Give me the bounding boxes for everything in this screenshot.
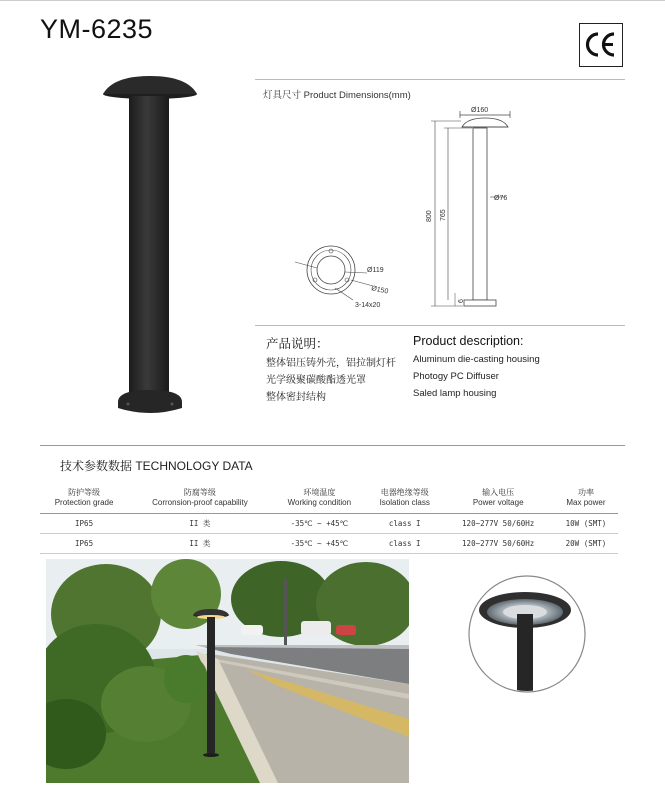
description-en-item: Aluminum die-casting housing (413, 354, 540, 365)
description-en-item: Photogy PC Diffuser (413, 371, 499, 382)
spec-table (40, 486, 618, 554)
lamp-detail-image (467, 574, 587, 694)
description-cn-item: 整体密封结构 (266, 392, 326, 403)
description-cn-title: 产品说明： (266, 337, 329, 351)
tech-divider (40, 445, 625, 446)
table-cell: class I (367, 534, 442, 554)
screw-spec-label: 3-14x20 (355, 302, 381, 309)
table-cell: 20W (SMT) (554, 534, 618, 554)
spec-header-row (40, 486, 618, 514)
base-view-drawing (295, 240, 405, 312)
tech-title: 技术参数数据 TECHNOLOGY DATA (60, 459, 253, 473)
description-cn-item: 整体铝压铸外壳，铝拉制灯杆 (266, 358, 396, 369)
table-row (40, 534, 618, 554)
table-cell: 10W (SMT) (554, 514, 618, 534)
pole-height-label: 765 (440, 209, 447, 221)
pole-diameter-label: Ø76 (494, 195, 508, 202)
table-cell: IP65 (40, 514, 128, 534)
top-border (0, 0, 665, 1)
dimensions-divider (255, 79, 625, 80)
table-cell: II 类 (128, 534, 272, 554)
spec-header: 功率 Max power (554, 486, 618, 514)
table-cell: class I (367, 514, 442, 534)
table-cell: 120~277V 50/60Hz (442, 514, 553, 534)
dimensions-title: 灯具尺寸 Product Dimensions(mm) (263, 90, 411, 101)
table-cell: -35℃ ~ +45℃ (272, 514, 367, 534)
ce-logo-icon (580, 24, 621, 65)
description-divider (255, 325, 625, 326)
base-diameter-label: Ø150 (370, 285, 389, 296)
spec-header: 防腐等级 Corronsion-proof capability (128, 486, 272, 514)
spec-header: 输入电压 Power voltage (442, 486, 553, 514)
base-height-label: 6 (458, 299, 465, 303)
spec-header: 环境温度 Working condition (272, 486, 367, 514)
total-height-label: 800 (426, 210, 433, 222)
installation-photo (46, 559, 409, 783)
spec-header: 防护等级 Protection grade (40, 486, 128, 514)
table-row (40, 514, 618, 534)
ce-mark (579, 23, 623, 67)
spec-header: 电器绝缘等级 Isolation class (367, 486, 442, 514)
model-title: YM-6235 (40, 14, 154, 44)
bolt-circle-label: Ø119 (367, 267, 384, 274)
description-en-title: Product description: (413, 334, 524, 348)
side-view-drawing (415, 105, 525, 315)
table-cell: II 类 (128, 514, 272, 534)
table-cell: IP65 (40, 534, 128, 554)
description-cn-item: 光学级聚碳酸酯透光罩 (266, 375, 366, 386)
table-cell: 120~277V 50/60Hz (442, 534, 553, 554)
table-cell: -35℃ ~ +45℃ (272, 534, 367, 554)
product-image (95, 70, 205, 420)
head-diameter-label: Ø160 (471, 107, 489, 114)
description-en-item: Saled lamp housing (413, 388, 497, 399)
